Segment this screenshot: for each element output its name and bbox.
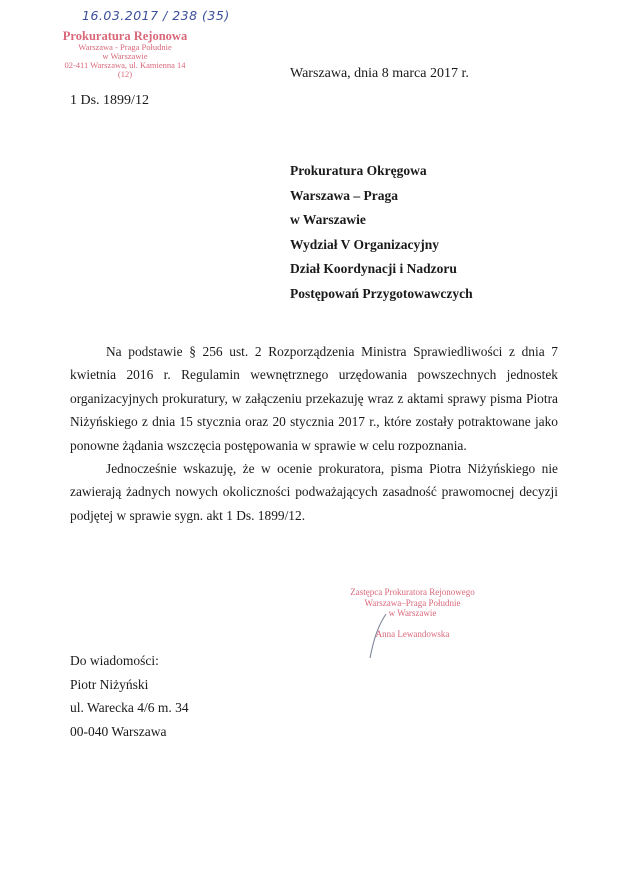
recipient-line: Piotr Niżyński: [70, 676, 149, 692]
case-number: 1 Ds. 1899/12: [70, 93, 149, 108]
recipient-line: 00-040 Warszawa: [70, 723, 167, 739]
recipients-block: [70, 649, 189, 743]
signature-pen-mark: [364, 612, 396, 660]
letter-body: [70, 340, 558, 527]
stamp-line: Zastępca Prokuratora Rejonowego: [350, 587, 475, 597]
addressee-line: Prokuratura Okręgowa: [290, 163, 427, 178]
body-paragraph: Jednocześnie wskazuję, że w ocenie prokuratora, pisma Piotra Niżyńskiego nie zawierają żadnych nowych okoliczności podważających zasadność prawomocnej decyzji podjętej w sprawie sygn. akt 1 Ds. 1899/12.: [70, 461, 558, 523]
stamp-line: (12): [117, 68, 133, 79]
recipients-heading: Do wiadomości:: [70, 653, 159, 668]
addressee-line: Wydział V Organizacyjny: [290, 236, 440, 252]
stamp-line: Anna Lewandowska: [375, 628, 450, 639]
stamp-line: 02-411 Warszawa, ul. Kamienna 14: [64, 59, 186, 70]
addressee-line: Postępowań Przygotowawczych: [290, 285, 473, 301]
stamp-line: w Warszawie: [388, 608, 437, 619]
body-paragraph: Na podstawie § 256 ust. 2 Rozporządzenia Ministra Sprawiedliwości z dnia 7 kwietnia 2016 r. Regulamin wewnętrznego urzędowania powszechnych jednostek organizacyjnych prokuratury, w załączeniu przekazuję wraz z aktami sprawy pisma Piotra Niżyńskiego z dnia 15 stycznia oraz 20 stycznia 2017 r., które zostały potraktowane jako ponowne żądania wszczęcia postępowania w sprawie w celu rozpoznania.: [70, 344, 558, 453]
stamp-line: Warszawa - Praga Południe: [78, 42, 172, 53]
handwritten-registration-note: 16.03.2017 / 238 (35): [82, 8, 230, 23]
signature-stamp: [330, 587, 495, 639]
stamp-line: Prokuratura Rejonowa: [62, 29, 188, 43]
addressee-line: Dział Koordynacji i Nadzoru: [290, 261, 457, 277]
addressee-line: Warszawa – Praga: [290, 187, 398, 203]
stamp-line: w Warszawie: [102, 51, 148, 62]
place-and-date: Warszawa, dnia 8 marca 2017 r.: [290, 66, 469, 81]
addressee-block: [290, 159, 473, 307]
office-stamp: [40, 30, 210, 79]
recipient-line: ul. Warecka 4/6 m. 34: [70, 700, 189, 715]
addressee-line: w Warszawie: [290, 212, 366, 228]
stamp-line: Warszawa–Praga Południe: [364, 597, 461, 608]
